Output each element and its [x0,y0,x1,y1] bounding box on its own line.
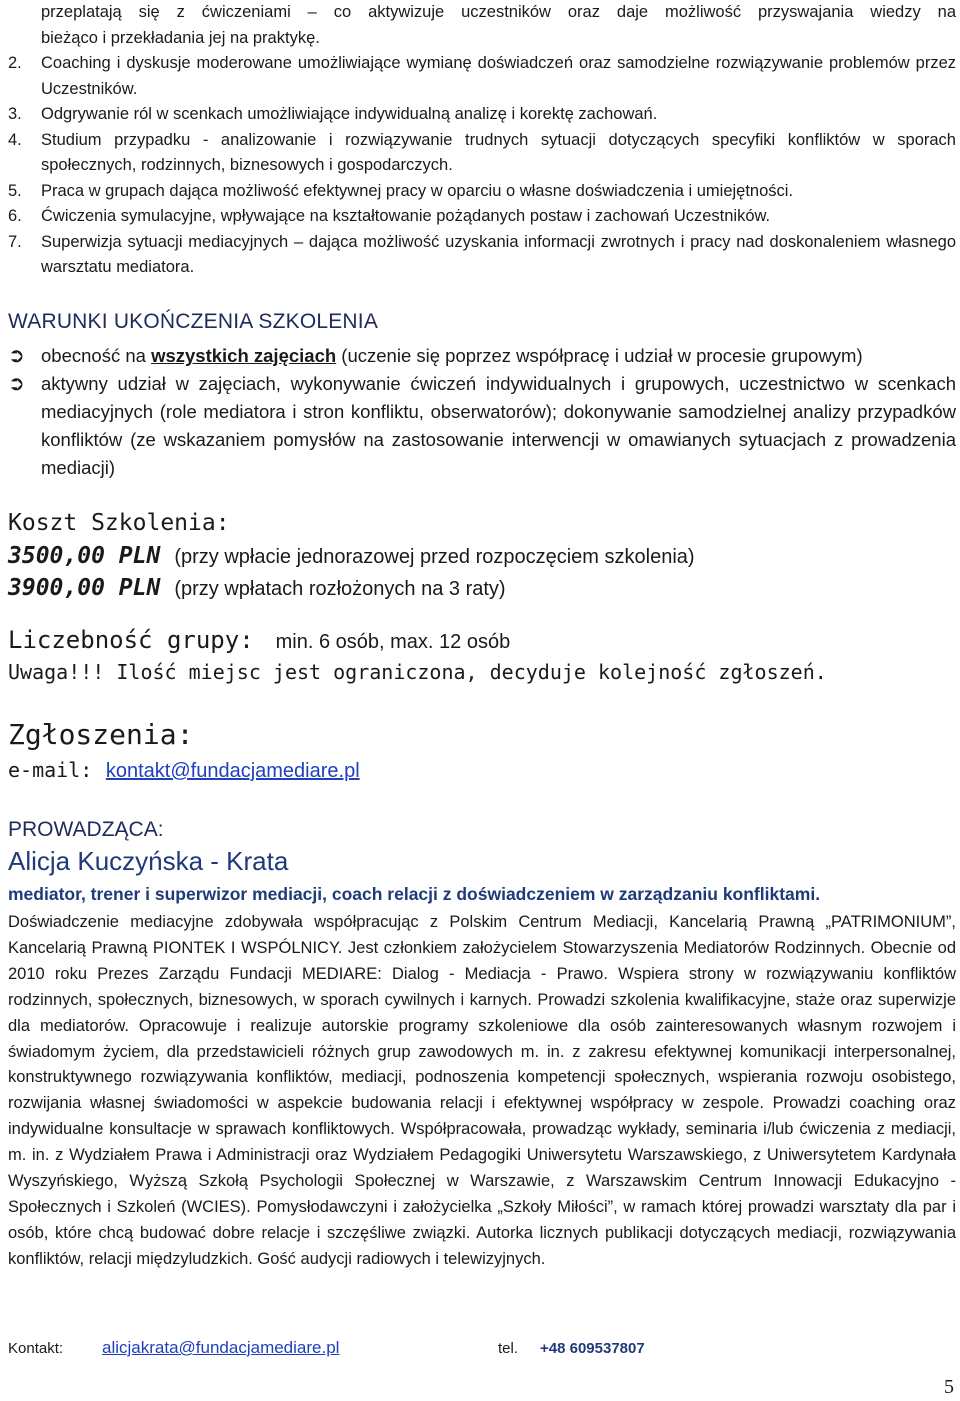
list-number: 7. [8,232,22,251]
completion-conditions-list [8,342,956,482]
cost-heading: Koszt Szkolenia: [8,510,230,536]
list-item [8,230,956,281]
list-item-text: Coaching i dyskusje moderowane umożliwiające wymianę doświadczeń oraz samodzielne rozwiązywanie problemów przez Uczestników. [41,54,956,98]
list-number: 4. [8,130,22,149]
list-item-text: Praca w grupach dająca możliwość efektywnej pracy w oparciu o własne doświadczenia i umiejętności. [41,181,794,200]
group-size [8,626,510,655]
arrow-right-icon: ➲ [8,373,25,395]
condition-text: obecność na [41,345,152,366]
contact-label: Kontakt: [8,1340,64,1357]
list-item-text: Superwizja sytuacji mediacyjnych – dająca możliwość uzyskania informacji zwrotnych i pracy nad doskonaleniem własnego warsztatu mediatora. [41,232,956,276]
condition-item [8,342,956,370]
arrow-right-icon: ➲ [8,345,25,367]
list-number: 2. [8,54,22,72]
price-row-single [8,542,695,569]
trainer-name: Alicja Kuczyńska - Krata [8,846,289,876]
price-row-installments [8,574,506,601]
list-item-text: Ćwiczenia symulacyjne, wpływające na kształtowanie pożądanych postaw i zachowań Uczestników. [41,207,771,225]
trainer-role: mediator, trener i superwizor mediacji, coach relacji z doświadczeniem w zarządzaniu konfliktami. [8,884,821,904]
list-item [8,179,956,205]
list-item [8,51,956,102]
list-item-text: bieżąco i przekładania jej na praktykę. [41,28,320,47]
condition-text: (uczenie się poprzez współpracę i udział w procesie grupowym) [336,345,863,366]
list-number: 3. [8,105,22,123]
list-item [8,128,956,179]
condition-emphasis: wszystkich zajęciach [151,345,337,366]
price-note: (przy wpłacie jednorazowej przed rozpoczęciem szkolenia) [174,546,695,568]
list-item [8,204,956,230]
contact-email-link[interactable]: alicjakrata@fundacjamediare.pl [102,1338,340,1357]
group-size-value: min. 6 osób, max. 12 osób [275,631,511,653]
list-number: 5. [8,181,22,200]
contact-row [8,1338,948,1358]
registration-email-row [8,758,360,783]
trainer-heading: PROWADZĄCA: [8,818,164,841]
methods-list [8,0,956,281]
registration-email-link[interactable]: kontakt@fundacjamediare.pl [105,760,360,782]
availability-note: Uwaga!!! Ilość miejsc jest ograniczona, decyduje kolejność zgłoszeń. [8,660,827,684]
page-number: 5 [944,1376,954,1398]
list-item-text: Studium przypadku - analizowanie i rozwiązywanie trudnych sytuacji dotyczących specyfiki konfliktów w sporach społecznych, rodzinnych, biznesowych i gospodarczych. [41,130,956,174]
price-note: (przy wpłatach rozłożonych na 3 raty) [174,578,506,600]
group-size-label: Liczebność grupy: [8,626,254,654]
completion-conditions-heading: WARUNKI UKOŃCZENIA SZKOLENIA [8,310,379,333]
list-item-text: Odgrywanie ról w scenkach umożliwiające indywidualną analizę i korektę zachowań. [41,105,658,123]
price-value: 3900,00 PLN [8,575,161,601]
list-item-text: przeplatają się z ćwiczeniami – co aktywizuje uczestników oraz daje możliwość przyswajania wiedzy na [41,3,956,21]
phone-label: tel. [498,1340,519,1357]
list-item [8,102,956,128]
email-label: e-mail: [8,758,93,782]
phone-number: +48 609537807 [540,1340,645,1357]
trainer-bio: Doświadczenie mediacyjne zdobywała współpracując z Polskim Centrum Mediacji, Kancelarią Prawną „PATRIMONIUM”, Kancelarią Prawną PIONTEK I WSPÓLNICY. Jest członkiem założycielem Stowarzyszenia Mediatorów Rodzinnych. Obecnie od 2010 roku Prezes Zarządu Fundacji MEDIARE: Dialog - Mediacja - Prawo. Wspiera strony w rozwiązywaniu konfliktów rodzinnych, społecznych, biznesowych, w sporach cywilnych i karnych. Prowadzi szkolenia kwalifikacyjne, staże oraz superwizje dla mediatorów. Opracowuje i realizuje autorskie programy szkoleniowe dla osób zainteresowanych własnym rozwojem i świadomym życiem, dla przedstawicieli różnych grup zawodowych m. in. z zakresu efektywnej komunikacji interpersonalnej, konstruktywnego rozwiązywania konfliktów, mediacji, podnoszenia kompetencji społecznych, wspierania rozwoju osobistego, rozwijania własnej świadomości w aspekcie budowania relacji i efektywnej współpracy w zespole. Prowadzi coaching oraz indywidualne konsultacje w sprawach konfliktowych. Współpracowała, prowadząc wykłady, seminaria i/lub ćwiczenia z mediacji, m. in. z Wydziałem Prawa i Administracji oraz Wydziałem Pedagogiki Uniwersytetu Warszawskiego, z Uniwersytetem Kardynała Wyszyńskiego, Wyższą Szkołą Psychologii Społecznej w Warszawie, z Warszawskim Centrum Innowacji Edukacyjno - Społecznych i Szkoleń (WCIES). Pomysłodawczyni i założycielka „Szkoły Miłości”, w ramach której prowadzi warsztaty dla par i osób, które chcą budować dobre relacje i szczęśliwe związki. Autorka licznych publikacji dotyczących mediacji, rozwiązywania konfliktów, relacji międzyludzkich. Gość audycji radiowych i telewizyjnych. [8,913,956,1268]
list-item-1-continuation [8,0,956,51]
list-number: 6. [8,207,22,225]
condition-text: aktywny udział w zajęciach, wykonywanie ćwiczeń indywidualnych i grupowych, uczestnictwo w scenkach mediacyjnych (role mediatora i stron konfliktu, obserwatorów); dokonywanie samodzielnej analizy przypadków konfliktów (ze wskazaniem pomysłów na zastosowanie interwencji w omawianych sytuacjach z prowadzenia mediacji) [41,373,956,478]
registration-heading: Zgłoszenia: [8,718,194,751]
price-value: 3500,00 PLN [8,543,161,569]
condition-item [8,370,956,482]
